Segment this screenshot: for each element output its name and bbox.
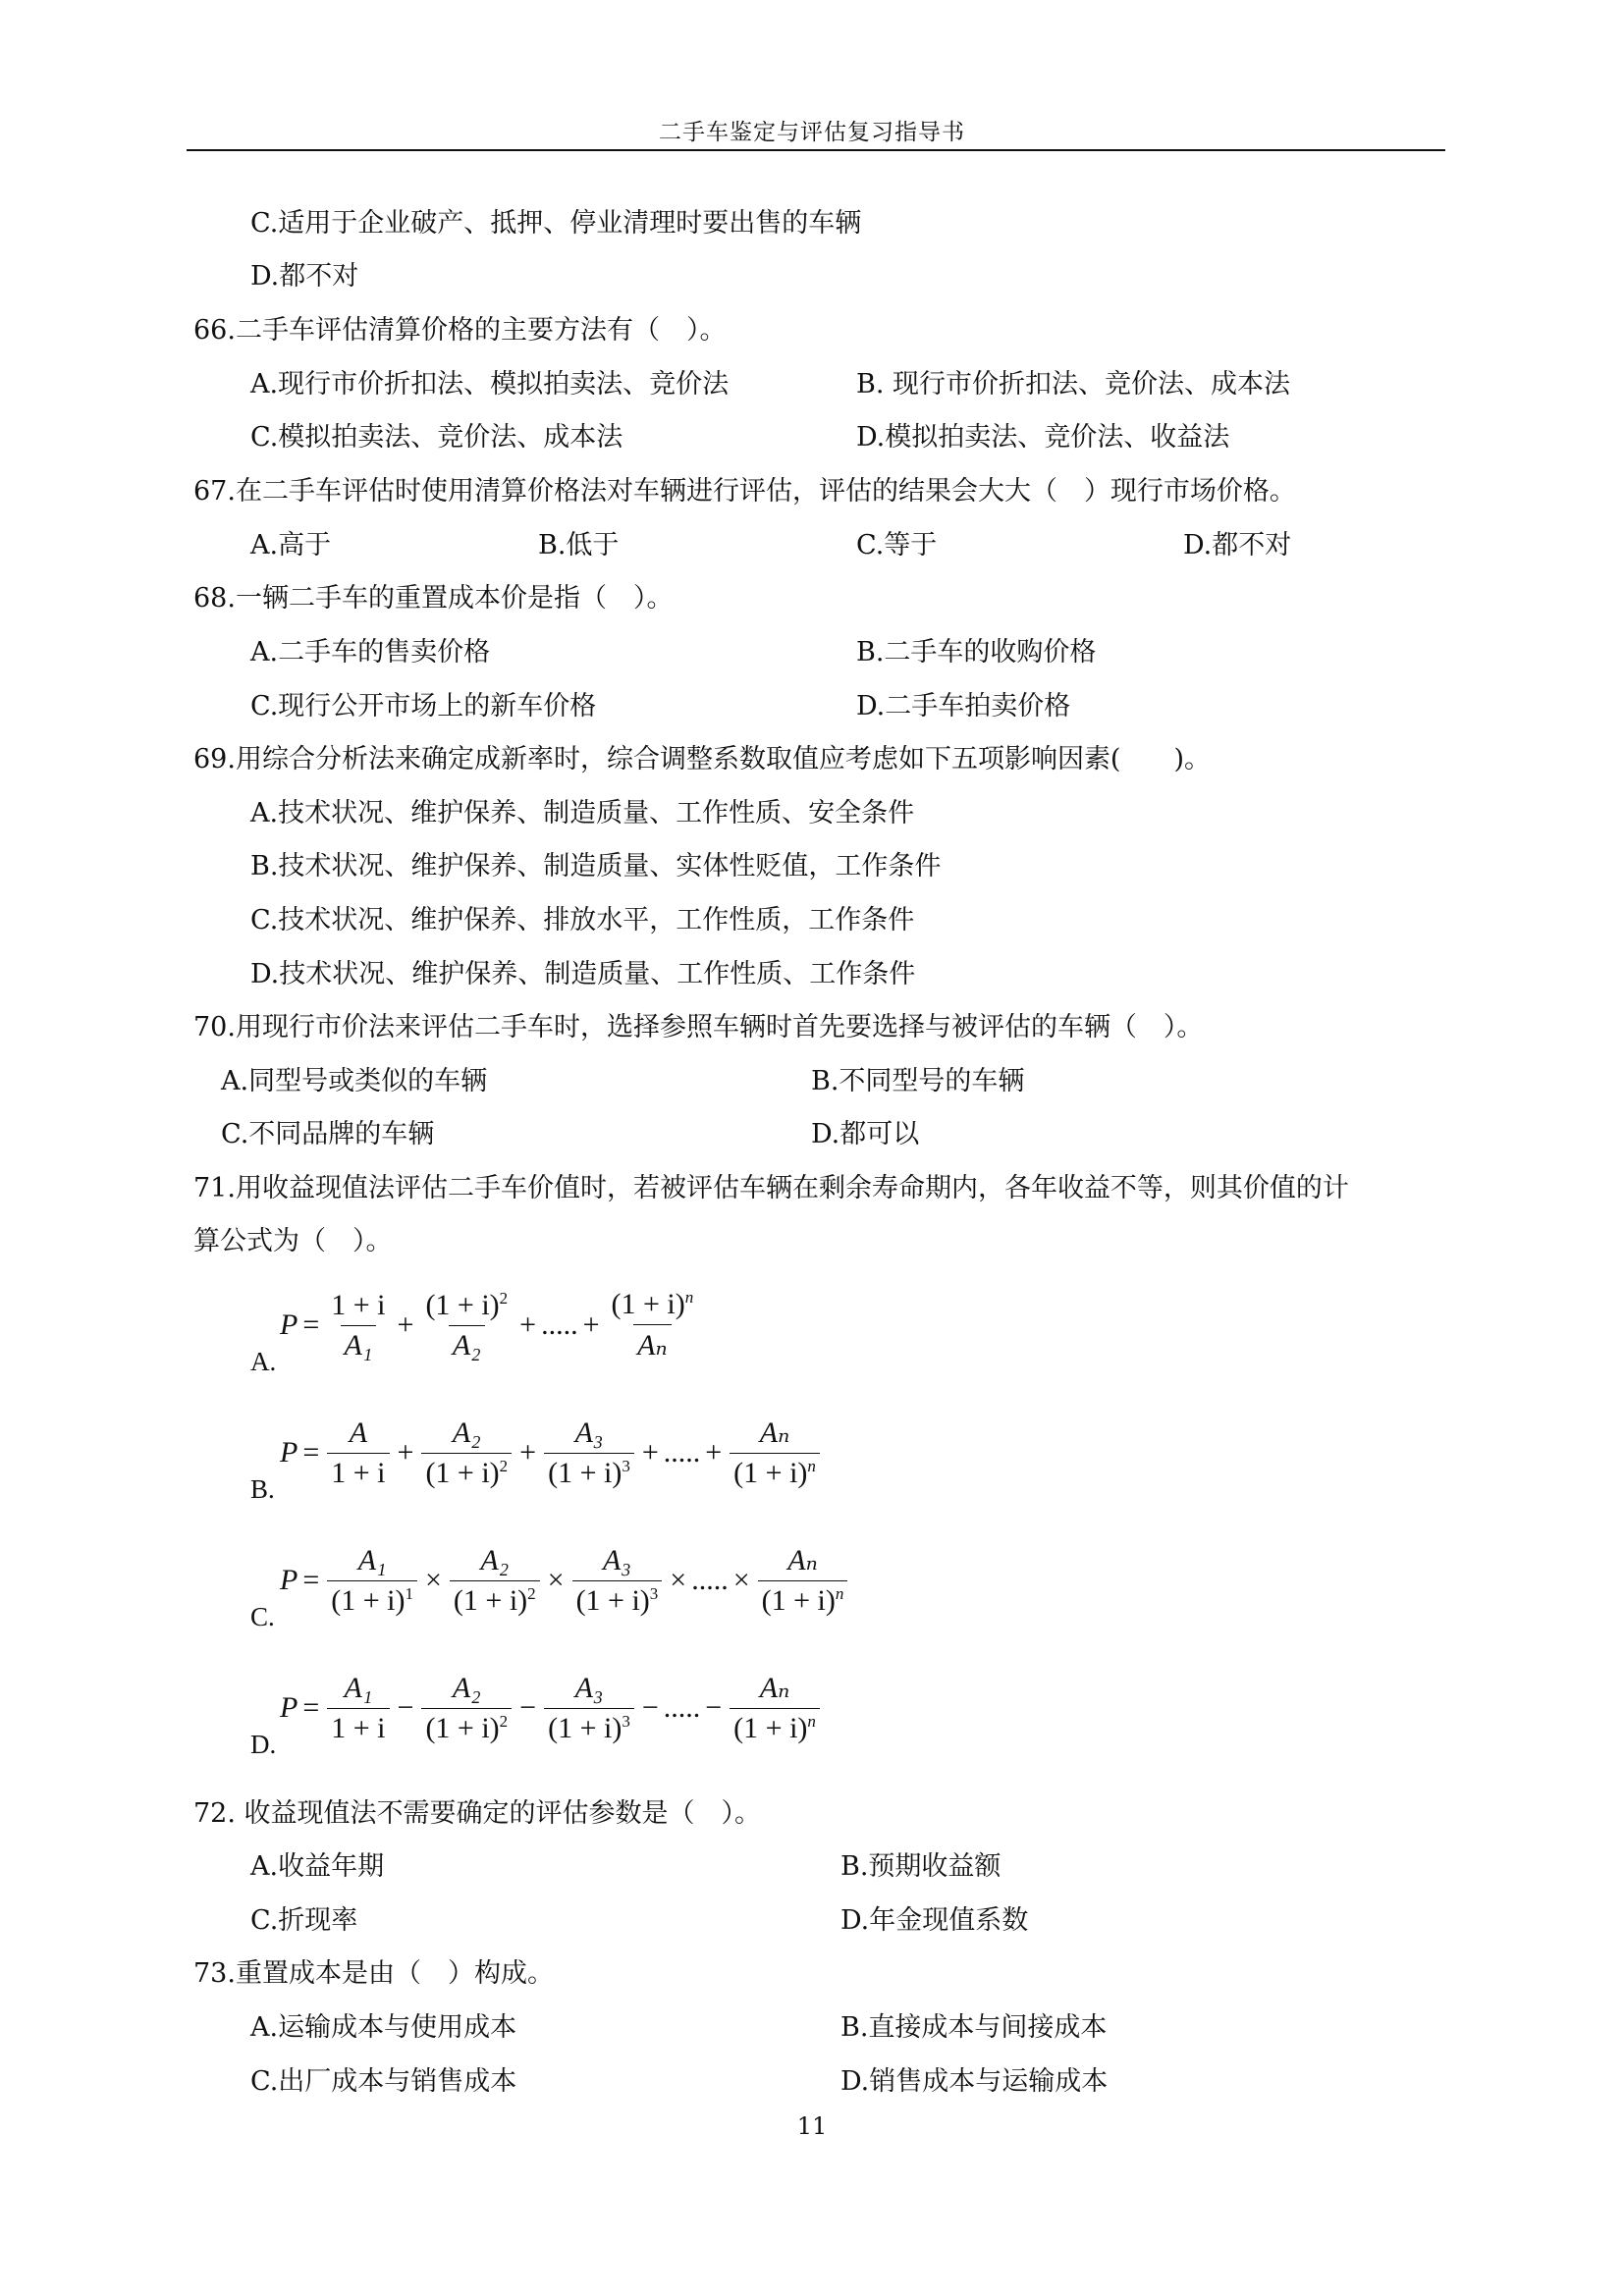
option-68-a: A.二手车的售卖价格 [250,637,491,667]
question-67: 67.在二手车评估时使用清算价格法对车辆进行评估，评估的结果会大大（ ）现行市场价格。 [193,476,1296,507]
option-73-d: D.销售成本与运输成本 [840,2066,1109,2097]
option-70-a: A.同型号或类似的车辆 [221,1066,488,1096]
page-number: 11 [796,2112,828,2140]
formula-d-term-3: $\frac{\text{A₃}}{(1 + i)^3}$ [544,1672,634,1745]
option-72-b: B.预期收益额 [840,1851,1001,1882]
question-71-line2: 算公式为（ ）。 [193,1226,393,1256]
option-68-d: D.二手车拍卖价格 [856,691,1071,721]
formula-a-eq: = [302,1308,320,1341]
question-72: 72. 收益现值法不需要确定的评估参数是（ ）。 [193,1798,762,1829]
option-73-c: C.出厂成本与销售成本 [250,2066,517,2097]
formula-d-term-2: $\frac{\text{A₂}}{(1 + i)^2}$ [421,1672,512,1745]
option-66-d: D.模拟拍卖法、竞价法、收益法 [856,422,1230,453]
formula-a-term-2: $\frac{(1 + i)^2}{\text{A₂}}$ [425,1288,509,1362]
option-73-a: A.运输成本与使用成本 [250,2012,517,2043]
formula-d-letter: D. [250,1730,277,1759]
question-68: 68.一辆二手车的重置成本价是指（ ）。 [193,583,674,614]
formula-b-letter: B. [250,1474,275,1504]
question-71-line1: 71.用收益现值法评估二手车价值时，若被评估车辆在剩余寿命期内，各年收益不等，则其价值的计 [193,1173,1349,1203]
header-divider [187,149,1445,151]
option-67-d: D.都不对 [1183,530,1292,561]
formula-d-term-1: $\frac{\text{A₁}}{1 + i}$ [327,1672,389,1745]
option-67-a: A.高于 [250,530,332,561]
formula-c-term-3: $\frac{\text{A₃}}{(1 + i)^3}$ [572,1544,663,1618]
question-69: 69.用综合分析法来确定成新率时，综合调整系数取值应考虑如下五项影响因素( )。 [193,744,1212,774]
question-73: 73.重置成本是由（ ）构成。 [193,1958,554,1989]
formula-c-letter: C. [250,1602,275,1631]
option-67-c: C.等于 [856,530,938,561]
option-69-c: C.技术状况、维护保养、排放水平，工作性质，工作条件 [250,905,915,935]
question-66: 66.二手车评估清算价格的主要方法有（ ）。 [193,315,727,346]
formula-c-term-1: $\frac{\text{A₁}}{(1 + i)^1}$ [327,1544,417,1618]
option-72-a: A.收益年期 [250,1851,385,1882]
option-69-d: D.技术状况、维护保养、制造质量、工作性质、工作条件 [250,959,916,989]
option-72-c: C.折现率 [250,1905,358,1936]
formula-d-term-n: $\frac{\text{Aₙ}}{(1 + i)^n}$ [730,1671,820,1745]
formula-b: B. P = $\frac{A}{1 + i}$ + $\frac{\text{A₂}}{(1 + i)^2}$ + $\frac{\text{A₃}}{(1 + i)^3}$ + ..... + $\frac{\text{Aₙ}}{(1 + i)^n}$ [250,1404,938,1502]
question-70: 70.用现行市价法来评估二手车时，选择参照车辆时首先要选择与被评估的车辆（ ）。 [193,1012,1204,1042]
formula-c-term-2: $\frac{\text{A₂}}{(1 + i)^2}$ [450,1544,540,1618]
option-66-b: B. 现行市价折扣法、竞价法、成本法 [856,369,1291,400]
option-68-c: C.现行公开市场上的新车价格 [250,691,597,721]
formula-a-term-n: $\frac{(1 + i)^n}{\text{Aₙ}}$ [611,1288,694,1362]
option-68-b: B.二手车的收购价格 [856,637,1097,667]
formula-b-term-1: $\frac{A}{1 + i}$ [327,1416,389,1490]
option-66-c: C.模拟拍卖法、竞价法、成本法 [250,422,623,453]
running-header: 二手车鉴定与评估复习指导书 [659,120,965,145]
formula-a-term-1: $\frac{1 + i}{\text{A₁}}$ [331,1288,386,1362]
formula-b-term-n: $\frac{\text{Aₙ}}{(1 + i)^n}$ [730,1415,820,1490]
option-69-b: B.技术状况、维护保养、制造质量、实体性贬值，工作条件 [250,851,942,881]
option-70-c: C.不同品牌的车辆 [221,1119,435,1149]
option-70-d: D.都可以 [811,1119,920,1149]
option-66-a: A.现行市价折扣法、模拟拍卖法、竞价法 [250,369,730,400]
option-67-b: B.低于 [538,530,620,561]
option-65-c: C.适用于企业破产、抵押、停业清理时要出售的车辆 [250,208,862,239]
formula-c-term-n: $\frac{\text{Aₙ}}{(1 + i)^n}$ [758,1543,848,1618]
option-65-d: D.都不对 [250,261,359,292]
option-73-b: B.直接成本与间接成本 [840,2012,1108,2043]
formula-b-term-2: $\frac{\text{A₂}}{(1 + i)^2}$ [421,1416,512,1490]
option-69-a: A.技术状况、维护保养、制造质量、工作性质、安全条件 [250,798,915,828]
option-72-d: D.年金现值系数 [840,1905,1029,1936]
option-70-b: B.不同型号的车辆 [811,1066,1025,1096]
formula-a-letter: A. [250,1347,277,1376]
formula-a: A. P = $\frac{1 + i}{\text{A₁}}$ + $\frac{(1 + i)^2}{\text{A₂}}$ + ..... + $\frac{(1 + i)^n}{\text{Aₙ}}$ [250,1276,938,1374]
formula-c: C. P = $\frac{\text{A₁}}{(1 + i)^1}$ × $\frac{\text{A₂}}{(1 + i)^2}$ × $\frac{\text{A₃}}{(1 + i)^3}$ × ..... × $\frac{\text{Aₙ}}{(1 + i)^n}$ [250,1531,938,1629]
formula-a-p: P [280,1308,298,1341]
formula-b-term-3: $\frac{\text{A₃}}{(1 + i)^3}$ [544,1416,634,1490]
formula-d: D. P = $\frac{\text{A₁}}{1 + i}$ − $\frac{\text{A₂}}{(1 + i)^2}$ − $\frac{\text{A₃}}{(1 + i)^3}$ − ..... − $\frac{\text{Aₙ}}{(1 + i)^n}$ [250,1659,938,1757]
